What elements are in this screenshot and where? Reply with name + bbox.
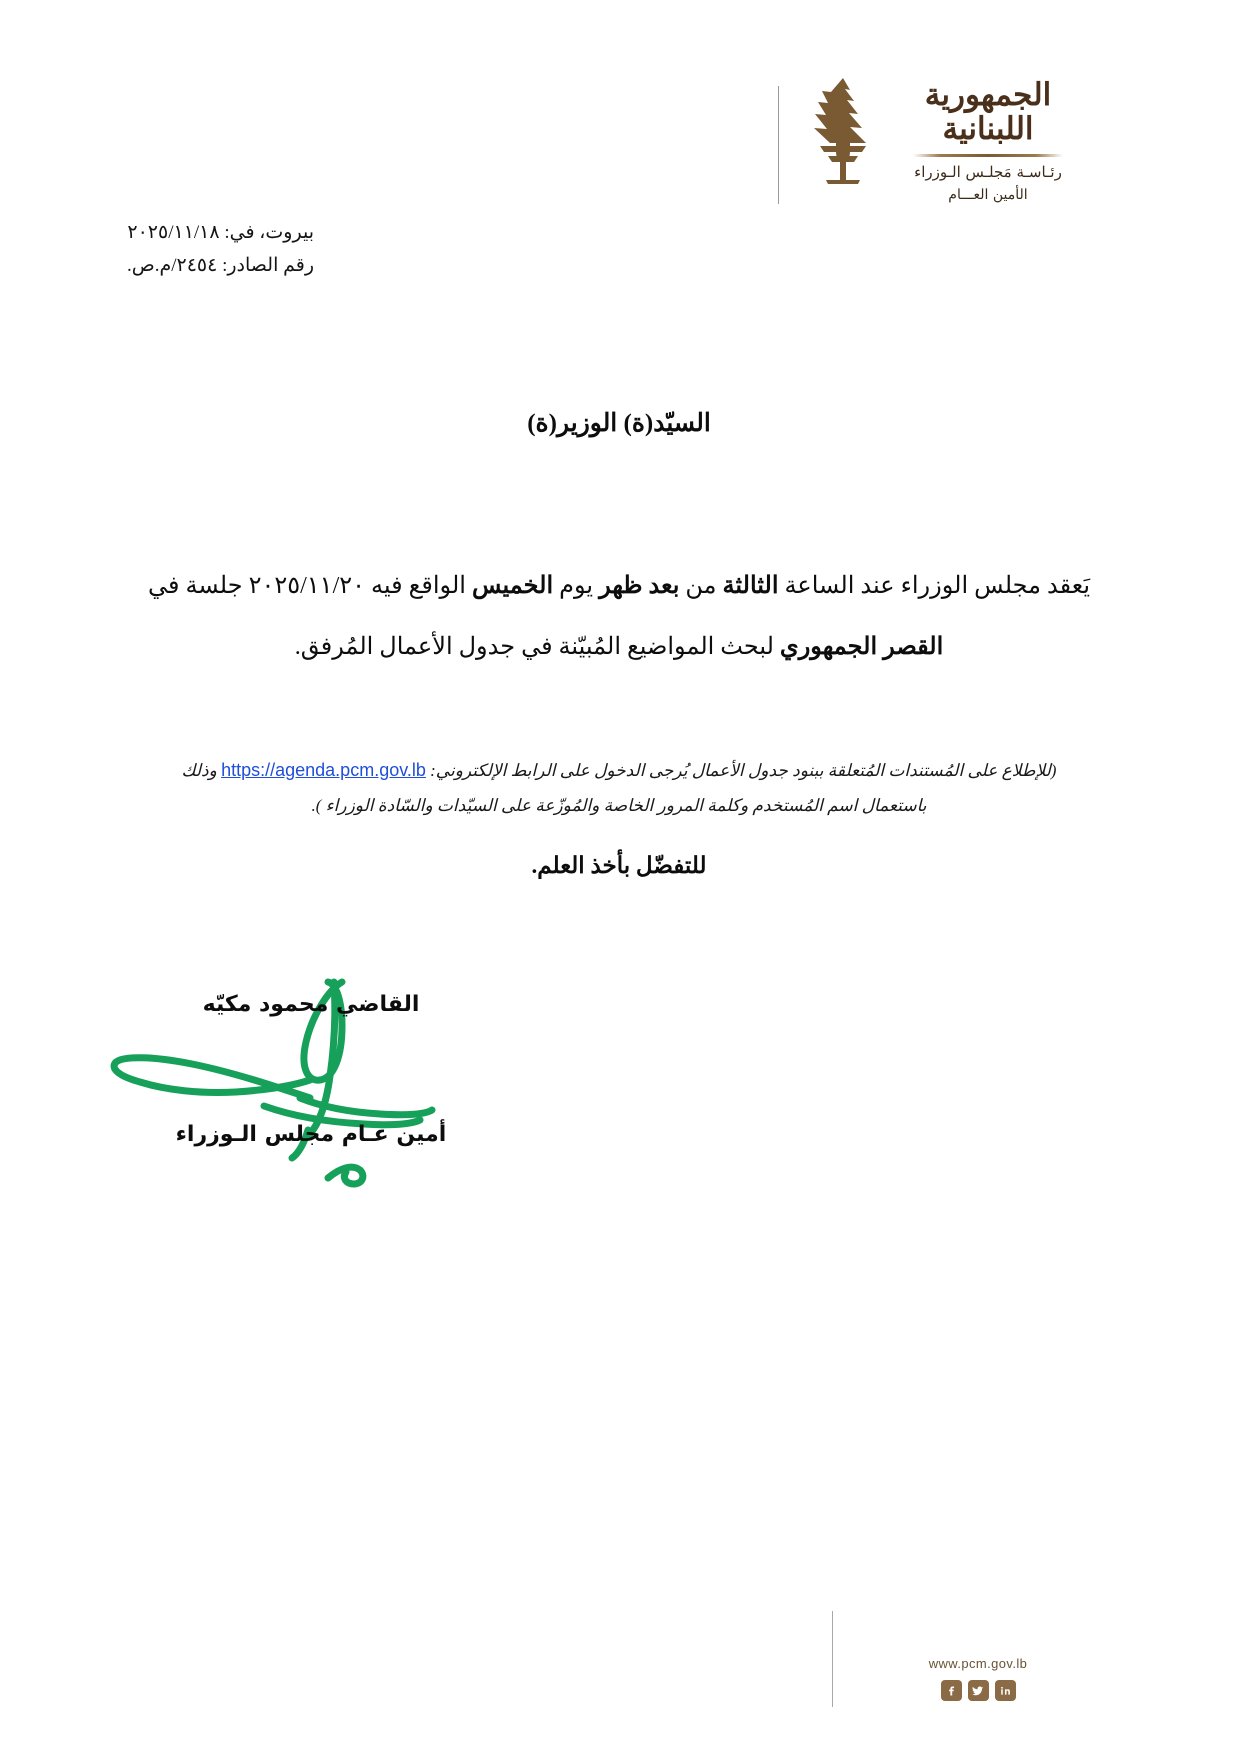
signatory-title: أمين عـام مجلس الـوزراء [175, 1122, 447, 1147]
twitter-icon[interactable] [968, 1680, 989, 1701]
closing-line: للتفضّل بأخذ العلم. [531, 853, 707, 878]
signatory-name: القاضي محمود مكيّه [202, 992, 420, 1017]
body-line1-bold-third: الثالثة [722, 573, 779, 599]
footer-website-url[interactable]: www.pcm.gov.lb [928, 1656, 1028, 1671]
social-links [848, 1680, 1108, 1701]
agenda-access-note [150, 752, 1088, 824]
linkedin-icon[interactable] [995, 1680, 1016, 1701]
body-line1-part3: يوم [553, 573, 600, 599]
agenda-portal-link[interactable]: https://agenda.pcm.gov.lb [221, 760, 426, 780]
date-line: بيروت، في: ٢٠٢٥/١١/١٨ [127, 222, 314, 243]
body-meeting-date: ٢٠٢٥/١١/٢٠ [248, 573, 366, 599]
letterhead-divider [778, 86, 779, 204]
body-line1-bold-afternoon: بعد ظهر [599, 573, 680, 599]
body-line2-part2: لبحث المواضيع المُبيّنة في جدول الأعمال المُرفق. [294, 634, 780, 661]
reference-block [104, 216, 314, 283]
salutation: السيّد(ة) الوزير(ة) [527, 410, 711, 437]
emblem-subtitle-secretary-general: الأمين العـــام [948, 187, 1028, 204]
outgoing-number-line: رقم الصادر: ٢٤٥٤/م.ص. [127, 255, 314, 277]
emblem-line-2: اللبنانية [942, 110, 1034, 147]
body-line1-part4: الواقع فيه [365, 573, 472, 599]
signature-block [96, 930, 526, 1220]
body-line1-part1: يَعقد مجلس الوزراء عند الساعة [778, 573, 1091, 599]
body-line2-bold-palace: القصر الجمهوري [779, 634, 944, 661]
cedar-tree-icon [800, 74, 886, 192]
body-line1-bold-thursday: الخميس [471, 573, 554, 599]
note-line1-prefix: (للإطلاع على المُستندات المُتعلقة ببنود جدول الأعمال يُرجى الدخول على الرابط الإلكتروني: [425, 761, 1057, 780]
emblem-subtitle-council: رئـاسـة مَجلـس الـوزراء [914, 163, 1062, 182]
body-line1-part2: من [679, 573, 723, 599]
note-line1-suffix: وذلك [181, 761, 222, 780]
body-text [148, 556, 1090, 678]
emblem-rule [913, 154, 1063, 157]
emblem-line-1: الجمهورية [924, 77, 1052, 113]
body-line2-part1: جلسة في [148, 573, 243, 599]
note-line2: باستعمال اسم المُستخدم وكلمة المرور الخاصة والمُوزّعة على السيّدات والسّادة الوزراء ). [311, 795, 927, 815]
facebook-icon[interactable] [941, 1680, 962, 1701]
footer-divider [832, 1611, 833, 1707]
footer [848, 1656, 1108, 1701]
handwritten-signature-icon [96, 930, 526, 1220]
letterhead [800, 74, 1120, 203]
emblem-text-block [890, 74, 1086, 203]
